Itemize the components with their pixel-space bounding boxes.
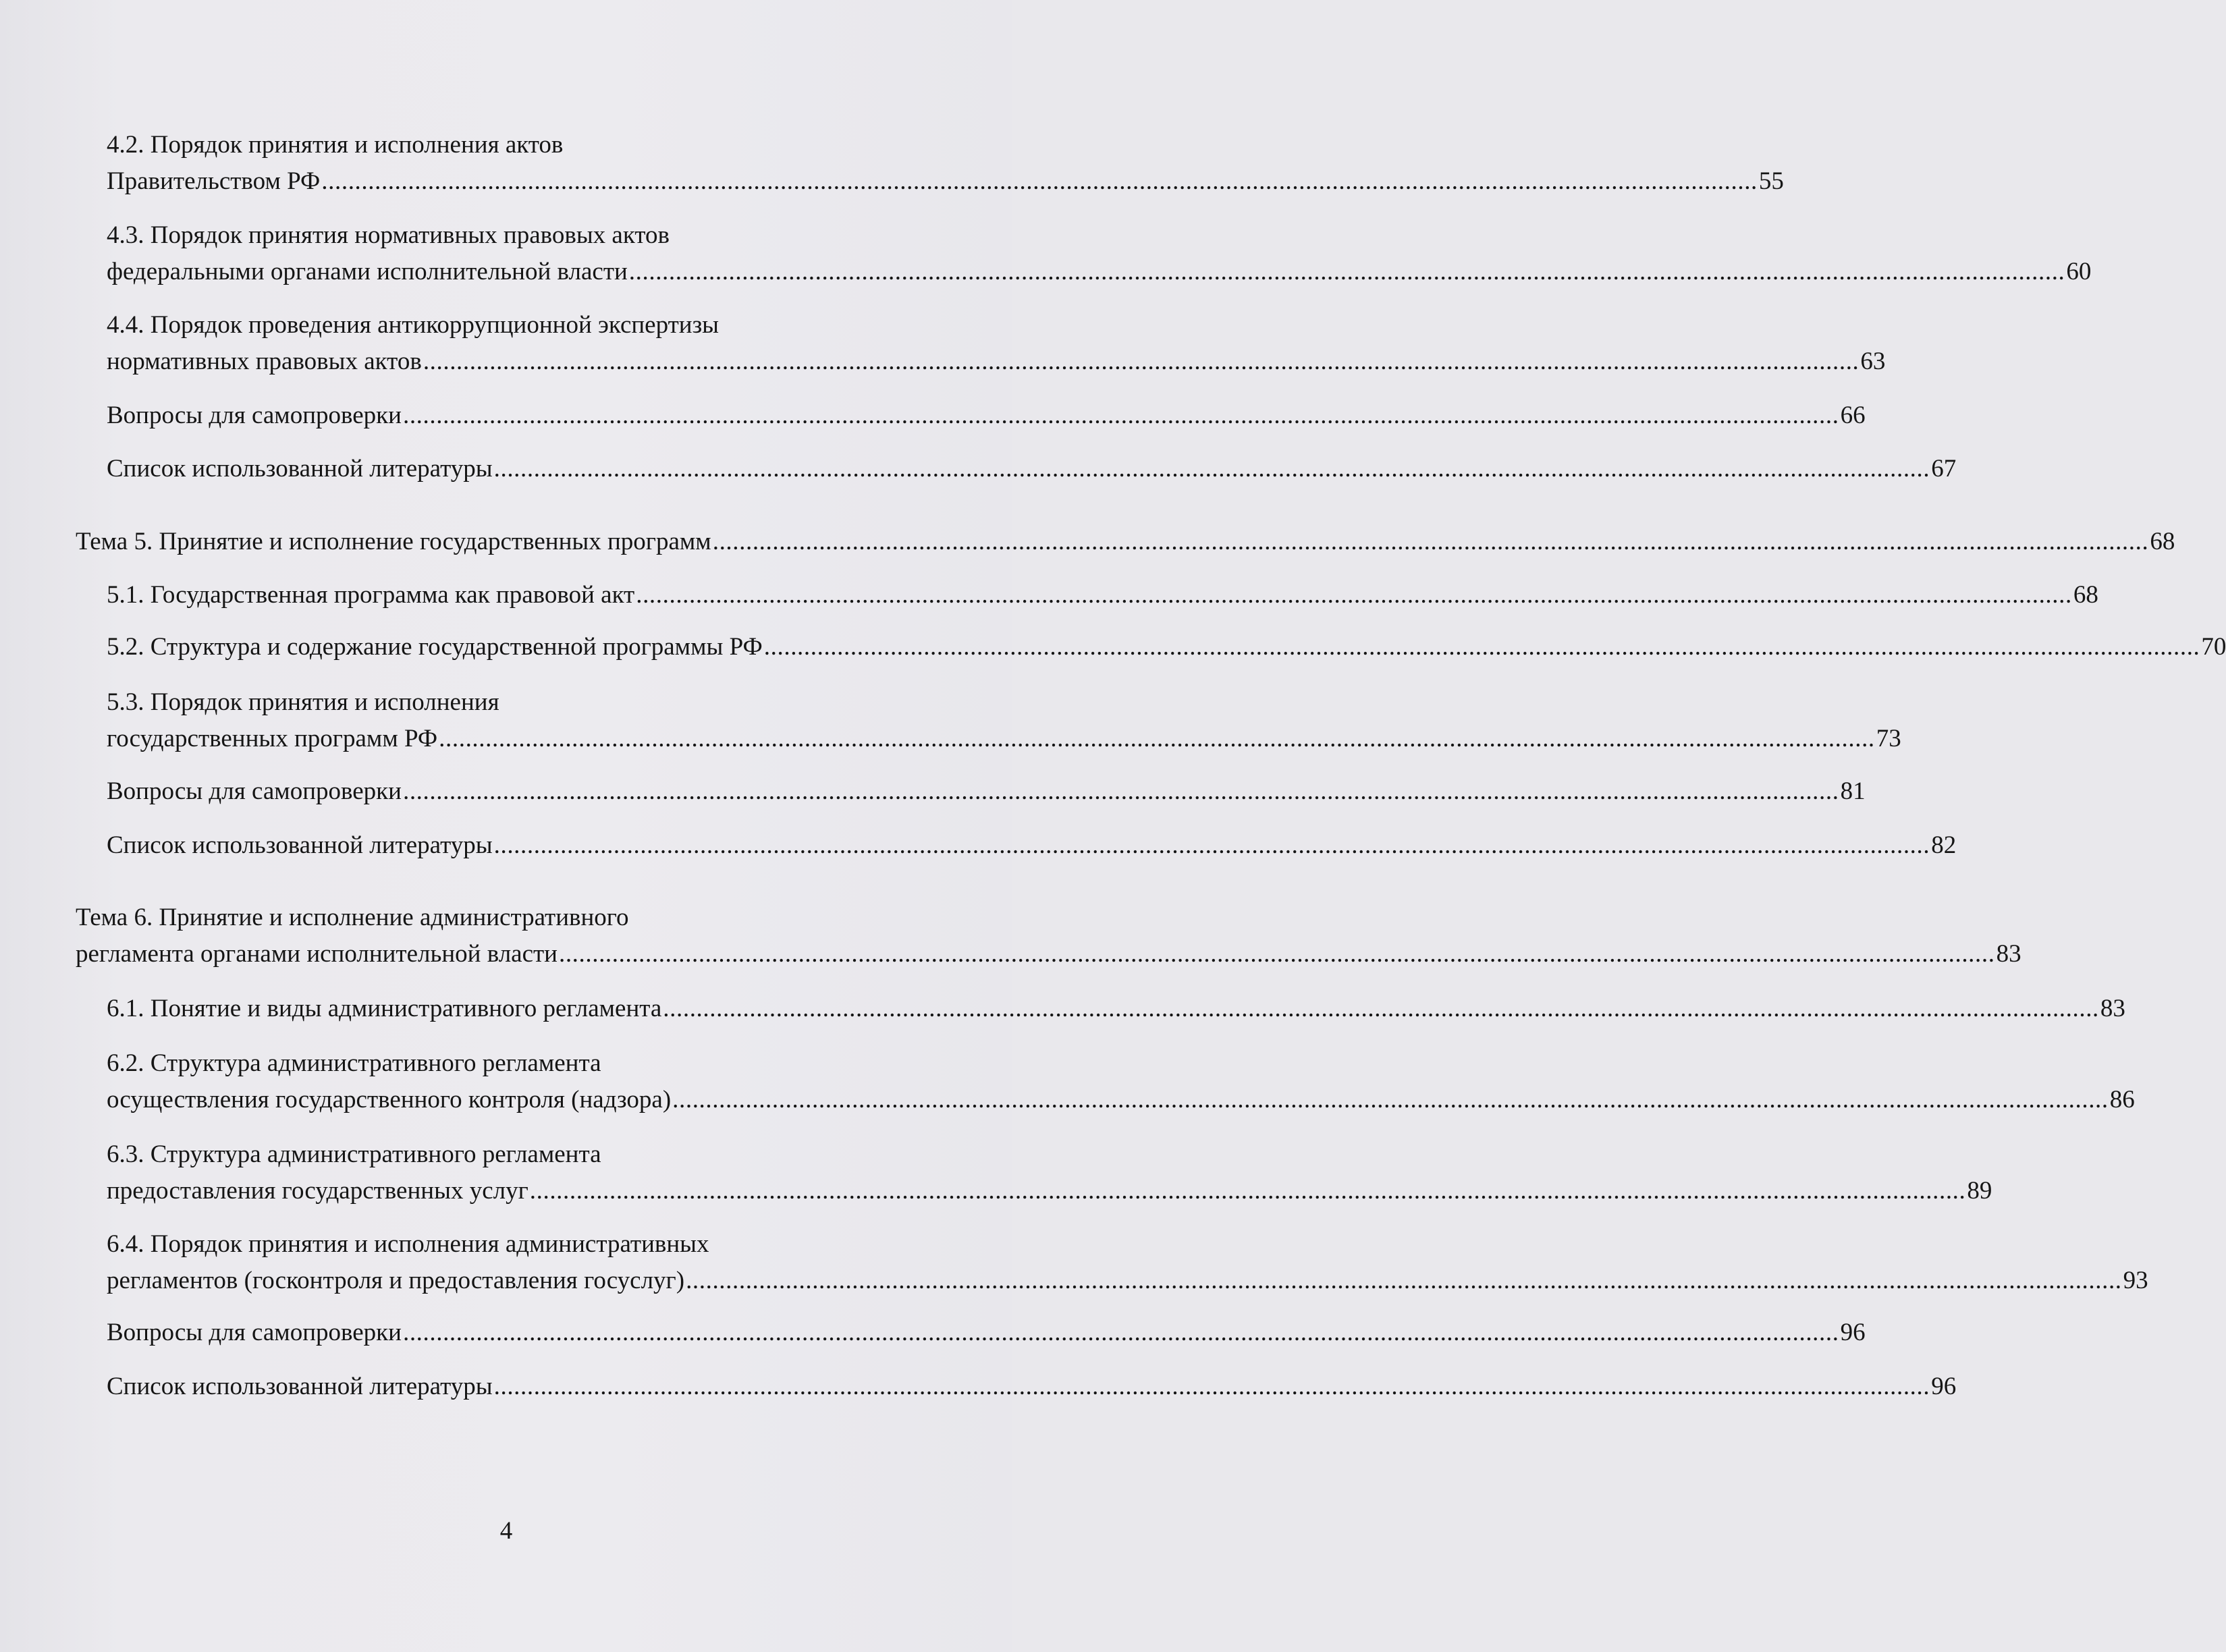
toc-entry-title-line: 4.4. Порядок проведения антикоррупционной экспертизы [107,311,720,339]
toc-page-number: 66 [1840,402,1866,429]
toc-entry-title: 6.1. Понятие и виды административного регламента [107,995,662,1022]
dot-leader: ........................................................................................................................................................................................................................ [712,528,2149,555]
toc-entry-title: Тема 5. Принятие и исполнение государственных программ [76,528,711,555]
toc-entry-title: регламентов (госконтроля и предоставления госуслуг) [107,1267,685,1294]
toc-entry-title: нормативных правовых актов [107,348,422,375]
toc-entry-last-line [107,995,2125,1022]
toc-entry-title: Список использованной литературы [107,455,493,483]
dot-leader: ........................................................................................................................................................................................................................ [493,455,1930,483]
toc-page-number: 96 [1931,1373,1957,1400]
toc-entry-title: осуществления государственного контроля (надзора) [107,1086,672,1113]
dot-leader: ........................................................................................................................................................................................................................ [636,581,2072,609]
toc-entry-last-line [107,1373,1957,1400]
dot-leader: ........................................................................................................................................................................................................................ [439,725,1875,752]
toc-entry-title-line: 6.4. Порядок принятия и исполнения административных [107,1230,709,1258]
toc-page-number: 60 [2066,258,2092,285]
toc-page-number: 63 [1860,348,1886,375]
toc-entry-title-line: 4.3. Порядок принятия нормативных правовых актов [107,221,670,249]
toc-entry-title: Вопросы для самопроверки [107,777,402,805]
toc-entry-last-line [76,528,2175,555]
toc-entry-last-line [107,831,1957,859]
toc-page-number: 86 [2109,1086,2135,1113]
toc-page-number: 81 [1840,777,1866,805]
toc-entry-title: Вопросы для самопроверки [107,1319,402,1346]
toc-page-number: 68 [2150,528,2175,555]
page-number: 4 [499,1517,513,1545]
dot-leader: ........................................................................................................................................................................................................................ [493,1373,1930,1400]
toc-entry-last-line [107,1319,1866,1346]
toc-entry-title: Правительством РФ [107,167,321,195]
toc-entry-last-line [107,258,2092,285]
toc-entry-last-line [107,455,1957,483]
toc-page-number: 93 [2123,1267,2148,1294]
toc-entry-title: предоставления государственных услуг [107,1177,528,1205]
toc-page-number: 73 [1876,725,1901,752]
toc-entry-last-line [107,348,1886,375]
toc-entry-title: Вопросы для самопроверки [107,402,402,429]
toc-entry-title-line: 4.2. Порядок принятия и исполнения актов [107,131,564,159]
toc-entry-title: федеральными органами исполнительной власти [107,258,628,285]
toc-page-number: 89 [1967,1177,1992,1205]
toc-entry-last-line [107,167,1784,195]
dot-leader: ........................................................................................................................................................................................................................ [686,1267,2122,1294]
toc-entry-last-line [107,402,1866,429]
toc-entry-title-line: 5.3. Порядок принятия и исполнения [107,688,499,716]
toc-page-number: 70 [2201,633,2226,661]
dot-leader: ........................................................................................................................................................................................................................ [493,831,1930,859]
dot-leader: ........................................................................................................................................................................................................................ [529,1177,1966,1205]
toc-entry-title: 5.2. Структура и содержание государственной программы РФ [107,633,763,661]
toc-entry-last-line [107,581,2098,609]
toc-entry-title-line: Тема 6. Принятие и исполнение административного [76,904,629,931]
dot-leader: ........................................................................................................................................................................................................................ [423,348,1859,375]
toc-entry-title-line: 6.3. Структура административного регламента [107,1140,601,1168]
toc-entry-last-line [107,1177,1992,1205]
dot-leader: ........................................................................................................................................................................................................................ [558,940,1995,968]
toc-entry-title: Список использованной литературы [107,1373,493,1400]
toc-entry-last-line [107,1086,2135,1113]
toc-page-number: 55 [1758,167,1784,195]
dot-leader: ........................................................................................................................................................................................................................ [763,633,2200,661]
toc-page-number: 96 [1840,1319,1866,1346]
toc-entry-last-line [107,633,2226,661]
toc-page-number: 83 [2100,995,2125,1022]
toc-entry-title: 5.1. Государственная программа как правовой акт [107,581,635,609]
dot-leader: ........................................................................................................................................................................................................................ [402,777,1839,805]
toc-entry-title: Список использованной литературы [107,831,493,859]
toc-page-number: 82 [1931,831,1957,859]
dot-leader: ........................................................................................................................................................................................................................ [663,995,2099,1022]
toc-page-number: 83 [1996,940,2021,968]
dot-leader: ........................................................................................................................................................................................................................ [402,402,1839,429]
toc-entry-last-line [107,1267,2148,1294]
toc-entry-last-line [107,777,1866,805]
toc-entry-title: государственных программ РФ [107,725,438,752]
toc-entry-title: регламента органами исполнительной власти [76,940,558,968]
dot-leader: ........................................................................................................................................................................................................................ [672,1086,2109,1113]
toc-entry-last-line [76,940,2021,968]
toc-page-number: 68 [2073,581,2098,609]
dot-leader: ........................................................................................................................................................................................................................ [628,258,2065,285]
toc-entry-last-line [107,725,1901,752]
toc-page-number: 67 [1931,455,1957,483]
dot-leader: ........................................................................................................................................................................................................................ [321,167,1758,195]
dot-leader: ........................................................................................................................................................................................................................ [402,1319,1839,1346]
toc-entry-title-line: 6.2. Структура административного регламента [107,1049,601,1077]
